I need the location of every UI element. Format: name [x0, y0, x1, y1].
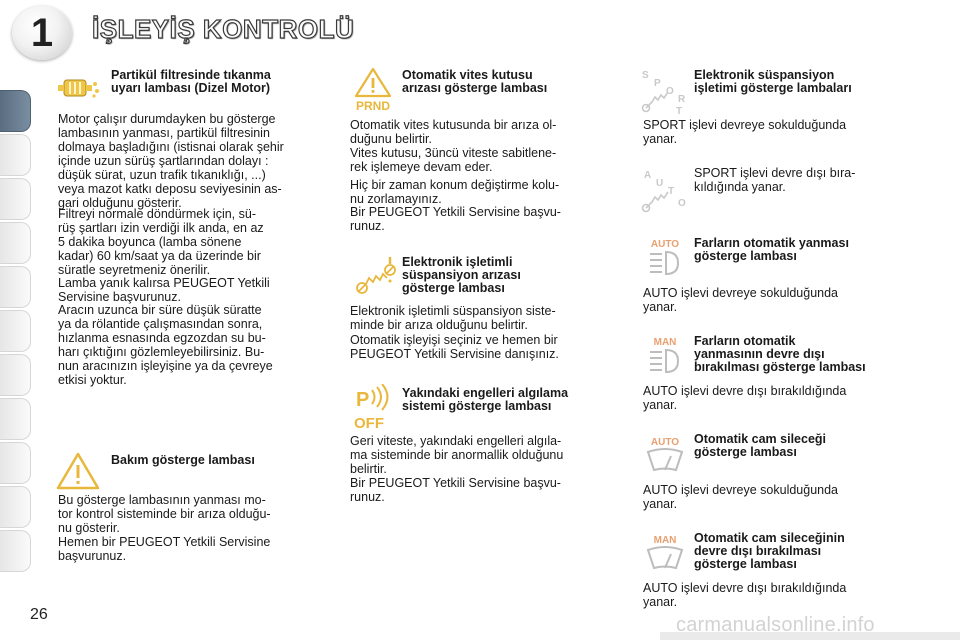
headlamp-auto-heading-2: gösterge lambası: [694, 249, 797, 263]
chapter-tab-6[interactable]: [0, 310, 31, 352]
svg-text:MAN: MAN: [653, 535, 677, 546]
suspension-fault-paragraph-2: Otomatik işleyişi seçiniz ve hemen bir PEUGEOT Yetkili Servisine danışınız.: [350, 333, 559, 361]
gearbox-paragraph-1: Otomatik vites kutusunda bir arıza ol- duğunu belirtir.: [350, 118, 557, 146]
auto-suspension-icon: [640, 166, 688, 216]
wiper-manual-icon: [644, 532, 686, 572]
susp-lamps-heading-2: işletimi gösterge lambaları: [694, 81, 852, 95]
susp-lamps-heading-1: Elektronik süspansiyon: [694, 68, 835, 82]
wiper-man-heading-2: devre dışı bırakılması: [694, 544, 822, 558]
svg-text:P: P: [654, 78, 661, 89]
chapter-tab-11[interactable]: [0, 530, 31, 572]
particle-heading-2: uyarı lambası (Dizel Motor): [111, 81, 271, 95]
wiper-man-heading-3: gösterge lambası: [694, 557, 797, 571]
wiper-auto-icon: [644, 434, 686, 474]
svg-text:A: A: [644, 170, 652, 181]
parking-paragraph-2: Bir PEUGEOT Yetkili Servisine başvu- runuz.: [350, 476, 561, 504]
headlamp-man-heading-2: yanmasının devre dışı: [694, 347, 825, 361]
particle-heading-1: Partikül filtresinde tıkanma: [111, 68, 271, 82]
suspension-fault-heading-1: Elektronik işletimli: [402, 255, 513, 269]
headlamp-auto-paragraph: AUTO işlevi devreye sokulduğunda yanar.: [643, 286, 839, 314]
wiper-man-paragraph: AUTO işlevi devre dışı bırakıldığında yanar.: [643, 581, 847, 609]
svg-text:MAN: MAN: [653, 337, 677, 348]
headlamp-auto-icon: [644, 236, 686, 278]
chapter-tab-3[interactable]: [0, 178, 31, 220]
headlamp-man-heading-3: bırakılması gösterge lambası: [694, 360, 866, 374]
suspension-fault-heading-2: süspansiyon arızası: [402, 268, 521, 282]
gearbox-heading-2: arızası gösterge lambası: [402, 81, 548, 95]
wiper-auto-heading-2: gösterge lambası: [694, 445, 797, 459]
chapter-tab-7[interactable]: [0, 354, 31, 396]
svg-text:AUTO: AUTO: [650, 437, 680, 448]
service-paragraph-2: Hemen bir PEUGEOT Yetkili Servisine başvurunuz.: [58, 535, 271, 563]
parking-heading-1: Yakındaki engelleri algılama: [402, 386, 569, 400]
gearbox-paragraph-2: Vites kutusu, 3üncü viteste sabitlene- rek işlemeye devam eder.: [350, 146, 557, 174]
svg-text:S: S: [642, 70, 649, 81]
service-heading: Bakım gösterge lambası: [111, 453, 255, 467]
particle-filter-icon: [58, 74, 100, 102]
svg-text:O: O: [678, 198, 686, 209]
svg-text:T: T: [676, 106, 683, 116]
chapter-tab-1[interactable]: [0, 90, 31, 132]
chapter-tab-5[interactable]: [0, 266, 31, 308]
page-title: İŞLEYİŞ KONTROLÜ: [92, 14, 355, 44]
service-warning-icon: [56, 452, 100, 490]
service-paragraph-1: Bu gösterge lambasının yanması mo- tor kontrol sisteminde bir arıza olduğu- nu gösterir.: [58, 493, 271, 535]
suspension-fault-paragraph-1: Elektronik işletimli süspansiyon siste- minde bir arıza olduğunu belirtir.: [350, 304, 556, 332]
headlamp-man-paragraph: AUTO işlevi devre dışı bırakıldığında yanar.: [643, 384, 847, 412]
susp-lamps-paragraph-2: SPORT işlevi devre dışı bıra- kıldığında yanar.: [694, 166, 856, 194]
gearbox-icon-label: PRND: [355, 99, 391, 112]
suspension-fault-heading-3: gösterge lambası: [402, 281, 505, 295]
chapter-number: 1: [30, 11, 54, 55]
svg-text:AUTO: AUTO: [650, 239, 680, 250]
particle-paragraph-1: Motor çalışır durumdayken bu gösterge lambasının yanması, partikül filtresinin dolmaya başladığını (istisnai olarak şehir içinde uzun sürüş şartlarından dolayı : düşük sürat, uzun trafik tıkanıklığı, ...) veya mazot katkı deposu seviyesinin as- gari olduğunu gösterir.: [58, 112, 284, 210]
headlamp-auto-heading-1: Farların otomatik yanması: [694, 236, 849, 250]
svg-text:T: T: [668, 186, 675, 197]
chapter-tab-9[interactable]: [0, 442, 31, 484]
wiper-auto-paragraph: AUTO işlevi devreye sokulduğunda yanar.: [643, 483, 839, 511]
parking-icon-label: OFF: [354, 415, 384, 430]
chapter-tabs: [0, 66, 34, 586]
headlamp-manual-icon: [644, 334, 686, 376]
gearbox-fault-icon: [350, 66, 396, 112]
headlamp-man-heading-1: Farların otomatik: [694, 334, 796, 348]
page-number: 26: [30, 606, 48, 623]
susp-lamps-paragraph-1: SPORT işlevi devreye sokulduğunda yanar.: [643, 118, 847, 146]
gearbox-heading-1: Otomatik vites kutusu: [402, 68, 533, 82]
parking-heading-2: sistemi gösterge lambası: [402, 399, 552, 413]
svg-text:O: O: [666, 86, 674, 97]
svg-text:P: P: [356, 389, 370, 411]
parking-paragraph-1: Geri viteste, yakındaki engelleri algıla- ma sisteminde bir anormallik olduğunu belirtir.: [350, 434, 564, 476]
parking-sensor-icon: [352, 384, 400, 430]
gearbox-paragraph-4: Bir PEUGEOT Yetkili Servisine başvu- runuz.: [350, 205, 561, 233]
sport-suspension-icon: [640, 66, 688, 116]
particle-paragraph-4: Aracın uzunca bir süre düşük süratte ya da rölantide çalışmasından sonra, hızlanma esnasında egzozdan su bu- harı çıktığını gözlemleyebilirsiniz. Bu- nun aracınızın işleyişine ya da çevreye etkisi yoktur.: [58, 303, 273, 387]
chapter-tab-4[interactable]: [0, 222, 31, 264]
suspension-fault-icon: [352, 254, 398, 298]
particle-paragraph-3: Lamba yanık kalırsa PEUGEOT Yetkili Servisine başvurunuz.: [58, 276, 270, 304]
chapter-tab-8[interactable]: [0, 398, 31, 440]
particle-paragraph-2: Filtreyi normale döndürmek için, sü- rüş şartları izin verdiği ilk anda, en az 5 dakika boyunca (lamba sönene kadar) 60 km/saat ya da üzerinde bir süratle seyretmeniz önerilir.: [58, 207, 264, 277]
wiper-man-heading-1: Otomatik cam sileceğinin: [694, 531, 845, 545]
watermark: carmanualsonline.info: [676, 614, 875, 636]
chapter-tab-2[interactable]: [0, 134, 31, 176]
chapter-tab-10[interactable]: [0, 486, 31, 528]
page-header: [0, 0, 960, 66]
svg-text:R: R: [678, 94, 686, 105]
svg-text:U: U: [656, 178, 664, 189]
wiper-auto-heading-1: Otomatik cam sileceği: [694, 432, 827, 446]
gearbox-paragraph-3: Hiç bir zaman konum değiştirme kolu- nu zorlamayınız.: [350, 178, 560, 206]
